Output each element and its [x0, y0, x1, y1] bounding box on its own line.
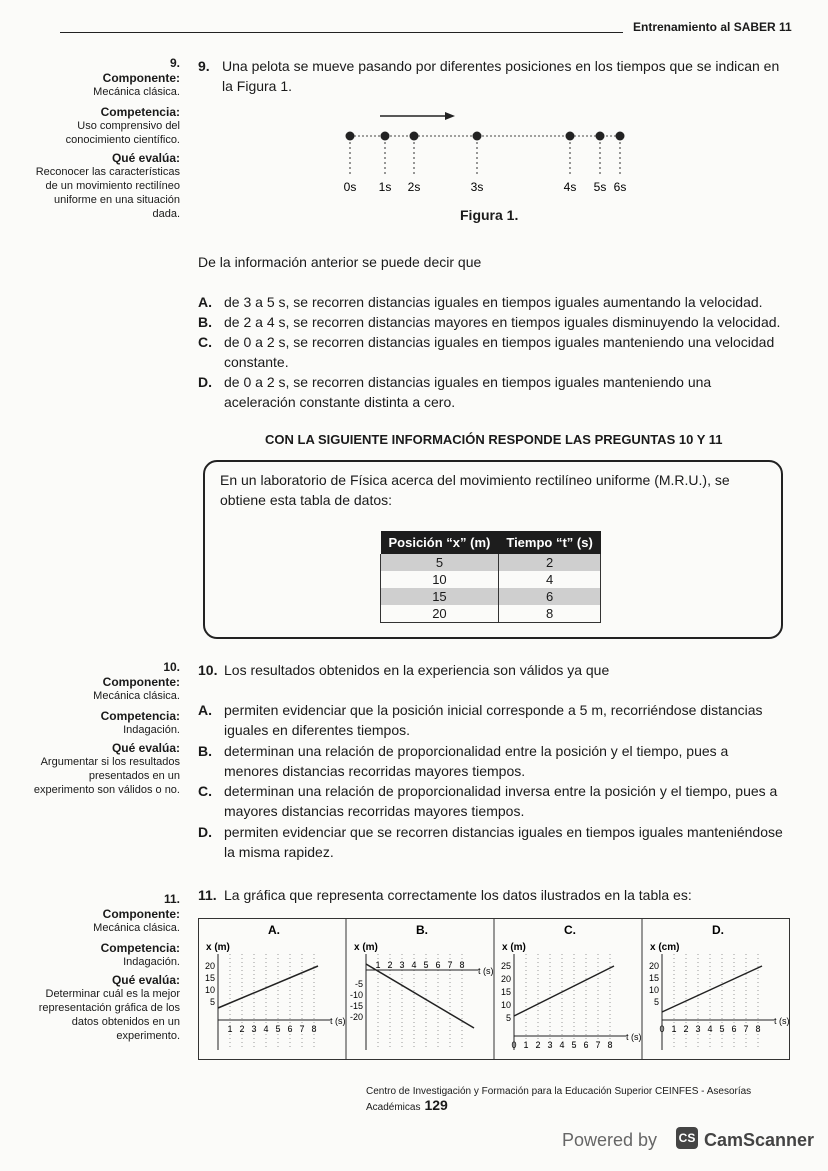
figure-caption: Figura 1.: [460, 207, 519, 223]
sidebar-label: Componente:: [102, 907, 180, 921]
option-text: permiten evidenciar que se recorren distancias iguales en tiempos iguales manteniéndose la misma rapidez.: [224, 824, 783, 860]
sidebar-label: Competencia:: [100, 709, 180, 723]
table-row: [381, 571, 601, 588]
y-tick-label: -10: [349, 990, 363, 1000]
option-letter: C.: [198, 334, 212, 350]
sidebar-label: Qué evalúa:: [111, 151, 180, 165]
table-row: [381, 554, 601, 571]
sidebar-value: Uso comprensivo del conocimiento científico.: [65, 120, 180, 146]
time-label: 2s: [407, 180, 421, 194]
y-tick-label: 20: [204, 961, 215, 971]
x-tick-label: 7: [743, 1024, 749, 1034]
option-text: de 2 a 4 s, se recorren distancias mayores en tiempos iguales disminuyendo la velocidad.: [224, 314, 781, 330]
y-tick-label: 15: [204, 973, 215, 983]
question-text: Una pelota se mueve pasando por diferentes posiciones en los tiempos que se indican en la Figura 1.: [222, 58, 780, 94]
x-tick-label: 2: [239, 1024, 245, 1034]
sidebar-q10: [30, 660, 180, 797]
x-tick-label: 8: [755, 1024, 761, 1034]
table-cell: 20: [381, 605, 499, 623]
x-tick-label: 6: [731, 1024, 737, 1034]
option-a[interactable]: [198, 292, 788, 312]
table-cell: 15: [381, 588, 499, 605]
sidebar-value: Mecánica clásica.: [93, 690, 180, 702]
table-cell: 4: [498, 571, 600, 588]
x-tick-label: 7: [447, 960, 453, 970]
info-text: En un laboratorio de Física acerca del movimiento rectilíneo uniforme (M.R.U.), se obtiene esta tabla de datos:: [220, 472, 730, 508]
graph-ylabel: x (cm): [650, 942, 680, 953]
option-letter: D.: [198, 824, 212, 840]
graph-letter: A.: [268, 923, 280, 937]
figure-1: [330, 108, 640, 198]
x-tick-label: 4: [559, 1040, 565, 1050]
sidebar-label: Competencia:: [100, 941, 180, 955]
question-lead: De la información anterior se puede decir que: [198, 254, 482, 270]
graph-xlabel: t (s): [478, 966, 494, 976]
x-tick-label: 3: [547, 1040, 553, 1050]
header-rule: [60, 32, 623, 33]
question-number: 11.: [198, 887, 217, 903]
graph-letter: B.: [416, 923, 428, 937]
page-number: 129: [424, 1097, 448, 1113]
x-tick-label: 1: [227, 1024, 233, 1034]
position-dot: [566, 132, 575, 141]
x-tick-label: 4: [263, 1024, 269, 1034]
x-tick-label: 6: [287, 1024, 293, 1034]
graph-letter: C.: [564, 923, 576, 937]
option-text: de 0 a 2 s, se recorren distancias iguales en tiempos iguales manteniendo una aceleración constante distinta a cero.: [224, 374, 712, 410]
graph-xlabel: t (s): [330, 1016, 346, 1026]
y-tick-label: 10: [500, 1000, 511, 1010]
sidebar-label: Componente:: [102, 675, 180, 689]
position-dot: [473, 132, 482, 141]
y-tick-label: -5: [354, 979, 363, 989]
x-tick-label: 5: [275, 1024, 281, 1034]
question-text: Los resultados obtenidos en la experiencia son válidos ya que: [224, 662, 610, 678]
footer: [366, 1086, 828, 1113]
table-header: Posición “x” (m): [381, 531, 499, 554]
time-label: 5s: [593, 180, 607, 194]
option-d[interactable]: [198, 822, 788, 862]
header-title: Entrenamiento al SABER 11: [633, 20, 792, 34]
x-tick-label: 8: [459, 960, 465, 970]
x-tick-label: 1: [375, 960, 381, 970]
y-tick-label: 10: [204, 985, 215, 995]
time-label: 1s: [378, 180, 392, 194]
y-tick-label: 25: [500, 961, 511, 971]
sidebar-label: Componente:: [102, 71, 180, 85]
sidebar-q9: [30, 56, 180, 221]
graph-line: [366, 964, 474, 1028]
option-letter: D.: [198, 374, 212, 390]
table-row: [381, 605, 601, 623]
table-cell: 8: [498, 605, 600, 623]
option-letter: B.: [198, 743, 212, 759]
position-dot: [596, 132, 605, 141]
graph-ylabel: x (m): [502, 942, 526, 953]
x-tick-label: 8: [311, 1024, 317, 1034]
answer-graphs: [198, 918, 790, 1060]
graph-ylabel: x (m): [206, 942, 230, 953]
x-tick-label: 2: [683, 1024, 689, 1034]
option-text: de 0 a 2 s, se recorren distancias iguales en tiempos iguales manteniendo una velocidad constante.: [224, 334, 775, 370]
y-tick-label: 5: [209, 997, 215, 1007]
y-tick-label: -20: [349, 1012, 363, 1022]
x-tick-label: 1: [523, 1040, 529, 1050]
option-c[interactable]: [198, 781, 788, 821]
x-tick-label: 5: [423, 960, 429, 970]
time-label: 3s: [470, 180, 484, 194]
y-tick-label: 15: [500, 987, 511, 997]
x-tick-label: 4: [707, 1024, 713, 1034]
x-tick-label: 3: [251, 1024, 257, 1034]
x-tick-label: 8: [607, 1040, 613, 1050]
option-text: de 3 a 5 s, se recorren distancias iguales en tiempos iguales aumentando la velocidad.: [224, 294, 763, 310]
y-tick-label: 5: [653, 997, 659, 1007]
question-number: 10.: [198, 662, 218, 678]
x-tick-label: 3: [695, 1024, 701, 1034]
sidebar-value: Indagación.: [123, 724, 180, 736]
y-tick-label: 5: [505, 1013, 511, 1023]
sidebar-label: Competencia:: [100, 105, 180, 119]
y-tick-label: 20: [500, 974, 511, 984]
graph-line: [514, 966, 614, 1016]
x-tick-label: 2: [387, 960, 393, 970]
y-tick-label: 10: [648, 985, 659, 995]
sidebar-value: Reconocer las características de un movimiento rectilíneo uniforme en una situación dada.: [35, 166, 180, 220]
option-letter: A.: [198, 702, 212, 718]
option-letter: A.: [198, 294, 212, 310]
time-label: 4s: [563, 180, 577, 194]
sidebar-label: Qué evalúa:: [111, 741, 180, 755]
x-tick-label: 3: [399, 960, 405, 970]
sidebar-value: Mecánica clásica.: [93, 86, 180, 98]
sidebar-num: 9.: [169, 56, 180, 70]
option-text: permiten evidenciar que la posición inicial corresponde a 5 m, recorriéndose distancias iguales en diferentes tiempos.: [224, 702, 763, 738]
x-tick-label: 7: [299, 1024, 305, 1034]
x-tick-label: 0: [659, 1024, 665, 1034]
time-label: 6s: [613, 180, 627, 194]
option-c[interactable]: [198, 332, 788, 372]
table-cell: 6: [498, 588, 600, 605]
y-tick-label: -15: [349, 1001, 363, 1011]
powered-by: Powered by: [562, 1130, 658, 1150]
sidebar-value: Mecánica clásica.: [93, 922, 180, 934]
sidebar-num: 11.: [163, 892, 180, 906]
graph-xlabel: t (s): [774, 1016, 790, 1026]
graph-xlabel: t (s): [626, 1032, 642, 1042]
arrow-head: [445, 112, 455, 120]
position-dot: [616, 132, 625, 141]
section-title: CON LA SIGUIENTE INFORMACIÓN RESPONDE LAS PREGUNTAS 10 Y 11: [265, 432, 723, 447]
option-d[interactable]: [198, 372, 788, 412]
sidebar-value: Indagación.: [123, 956, 180, 968]
data-table: [380, 531, 601, 623]
graph-line: [218, 966, 318, 1008]
option-letter: B.: [198, 314, 212, 330]
y-tick-label: 20: [648, 961, 659, 971]
option-b[interactable]: [198, 741, 788, 781]
option-text: determinan una relación de proporcionalidad entre la posición y el tiempo, pues a menores distancias recorridas mayores tiempos.: [224, 743, 729, 779]
sidebar-value: Argumentar si los resultados presentados en un experimento son válidos o no.: [33, 756, 180, 796]
sidebar-label: Qué evalúa:: [111, 973, 180, 987]
camscanner-logo: CS: [676, 1127, 698, 1149]
position-dot: [381, 132, 390, 141]
option-a[interactable]: [198, 700, 788, 740]
y-tick-label: 15: [648, 973, 659, 983]
sidebar-value: Determinar cuál es la mejor representación gráfica de los datos obtenidos en un experimento.: [38, 988, 180, 1042]
table-row: [381, 588, 601, 605]
x-tick-label: 4: [411, 960, 417, 970]
graph-line: [662, 966, 762, 1012]
footer-text: Centro de Investigación y Formación para la Educación Superior CEINFES - Asesorías Académicas: [366, 1086, 752, 1113]
x-tick-label: 2: [535, 1040, 541, 1050]
table-cell: 10: [381, 571, 499, 588]
question-text: La gráfica que representa correctamente los datos ilustrados en la tabla es:: [224, 887, 692, 903]
table-header: Tiempo “t” (s): [498, 531, 600, 554]
x-tick-label: 7: [595, 1040, 601, 1050]
time-label: 0s: [343, 180, 357, 194]
x-tick-label: 6: [435, 960, 441, 970]
option-text: determinan una relación de proporcionalidad inversa entre la posición y el tiempo, pues a mayores distancias recorridas mayores tiempos.: [224, 783, 778, 819]
position-dot: [346, 132, 355, 141]
graph-letter: D.: [712, 923, 724, 937]
sidebar-q11: [30, 892, 180, 1043]
x-tick-label: 0: [511, 1040, 517, 1050]
x-tick-label: 5: [719, 1024, 725, 1034]
sidebar-num: 10.: [163, 660, 180, 674]
camscanner-brand: CamScanner: [704, 1130, 815, 1150]
option-b[interactable]: [198, 312, 788, 332]
position-dot: [410, 132, 419, 141]
option-letter: C.: [198, 783, 212, 799]
table-cell: 2: [498, 554, 600, 571]
question-number: 9.: [198, 58, 210, 74]
graph-ylabel: x (m): [354, 942, 378, 953]
table-cell: 5: [381, 554, 499, 571]
x-tick-label: 5: [571, 1040, 577, 1050]
x-tick-label: 6: [583, 1040, 589, 1050]
x-tick-label: 1: [671, 1024, 677, 1034]
